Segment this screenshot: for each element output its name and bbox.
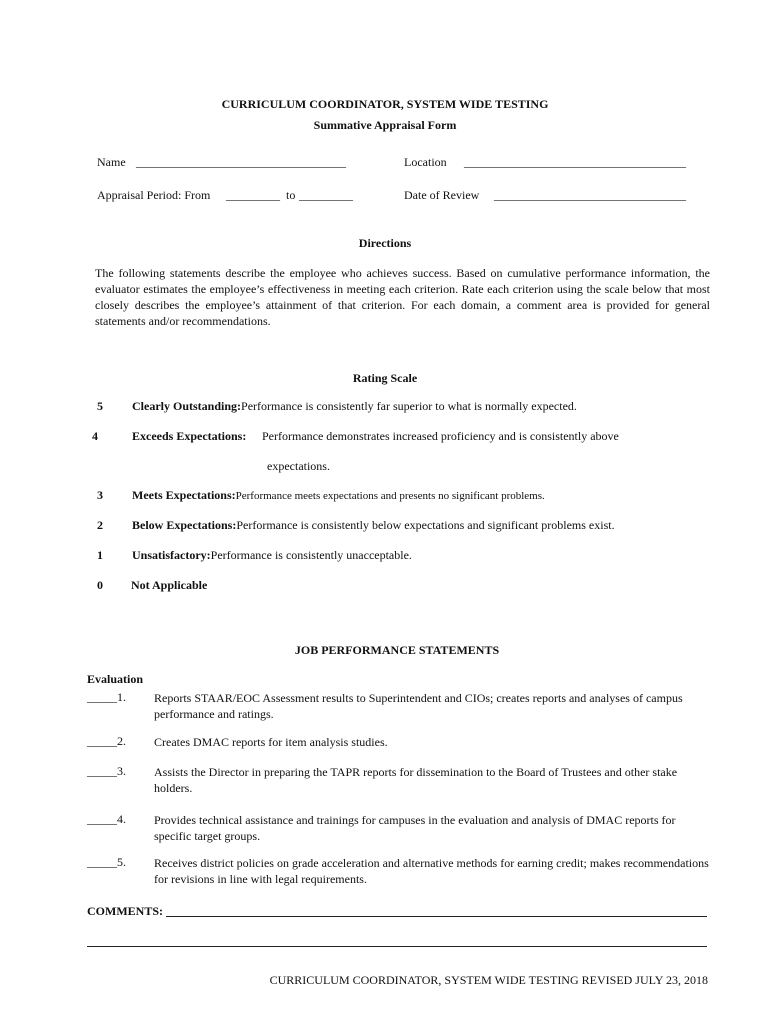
evaluation-label: Evaluation [87, 672, 144, 686]
statement-text: Receives district policies on grade acceleration and alternative methods for earning credit; makes recommendations for revisions in line with legal requirements. [154, 856, 709, 886]
statement-rating-blank[interactable]: _____5. [87, 855, 126, 869]
statement-rating-blank[interactable]: _____4. [87, 812, 126, 826]
statement-text: Provides technical assistance and trainings for campuses in the evaluation and analysis of DMAC reports for specific target groups. [154, 813, 676, 843]
form-title: CURRICULUM COORDINATOR, SYSTEM WIDE TESTING [221, 97, 549, 111]
statement-text: Creates DMAC reports for item analysis studies. [154, 735, 388, 749]
location-label: Location [404, 155, 447, 169]
rating-label: Meets Expectations: [132, 488, 236, 502]
rating-label: Below Expectations: [132, 518, 237, 532]
rating-number: 0 [97, 578, 103, 592]
comments-line-1[interactable] [166, 916, 707, 917]
rating-description: Performance is consistently far superior to what is normally expected. [241, 399, 577, 413]
page-footer: CURRICULUM COORDINATOR, SYSTEM WIDE TESTING REVISED JULY 23, 2018 [269, 973, 708, 987]
directions-text: The following statements describe the employee who achieves success. Based on cumulative performance information, the evaluator estimates the employee’s effectiveness in meeting each criterion. Rate each criterion using the scale below that most closely describes the employee’s attainment of that criterion. For each domain, a comment area is provided for general statements and/or recommendations. [95, 266, 710, 328]
directions-heading: Directions [358, 236, 412, 250]
name-field[interactable]: ___________________________________ [136, 155, 346, 169]
rating-number: 5 [97, 399, 103, 413]
rating-label: Unsatisfactory: [132, 548, 211, 562]
location-field[interactable]: _____________________________________ [464, 155, 686, 169]
statement-rating-blank[interactable]: _____3. [87, 764, 126, 778]
form-subtitle: Summative Appraisal Form [313, 118, 457, 132]
period-to-label: to [286, 188, 296, 202]
comments-line-2[interactable] [87, 946, 707, 947]
statement-rating-blank[interactable]: _____2. [87, 734, 126, 748]
period-to-field[interactable]: _________ [299, 188, 353, 202]
statement-text: Reports STAAR/EOC Assessment results to Superintendent and CIOs; creates reports and analyses of campus performance and ratings. [154, 691, 683, 721]
date-of-review-label: Date of Review [404, 188, 480, 202]
rating-description-continued: expectations. [267, 459, 330, 473]
rating-description: Performance is consistently below expectations and significant problems exist. [236, 518, 615, 532]
rating-description: Performance is consistently unacceptable. [210, 548, 412, 562]
rating-number: 2 [97, 518, 103, 532]
rating-scale-heading: Rating Scale [352, 371, 418, 385]
rating-label: Clearly Outstanding: [132, 399, 242, 413]
appraisal-period-label: Appraisal Period: From [97, 188, 211, 202]
rating-description: Performance demonstrates increased proficiency and is consistently above [262, 429, 619, 443]
rating-label: Exceeds Expectations: [132, 429, 247, 443]
statement-rating-blank[interactable]: _____1. [87, 690, 126, 704]
rating-description: Performance meets expectations and presents no significant problems. [235, 490, 545, 502]
rating-number: 3 [97, 488, 103, 502]
comments-label: COMMENTS: [87, 904, 163, 918]
name-label: Name [97, 155, 126, 169]
date-of-review-field[interactable]: ________________________________ [494, 188, 686, 202]
rating-number: 4 [92, 429, 98, 443]
rating-label: Not Applicable [131, 578, 208, 592]
statement-text: Assists the Director in preparing the TAPR reports for dissemination to the Board of Trustees and other stake holders. [154, 765, 678, 795]
job-performance-heading: JOB PERFORMANCE STATEMENTS [294, 643, 500, 657]
period-from-field[interactable]: _________ [226, 188, 280, 202]
rating-number: 1 [97, 548, 103, 562]
